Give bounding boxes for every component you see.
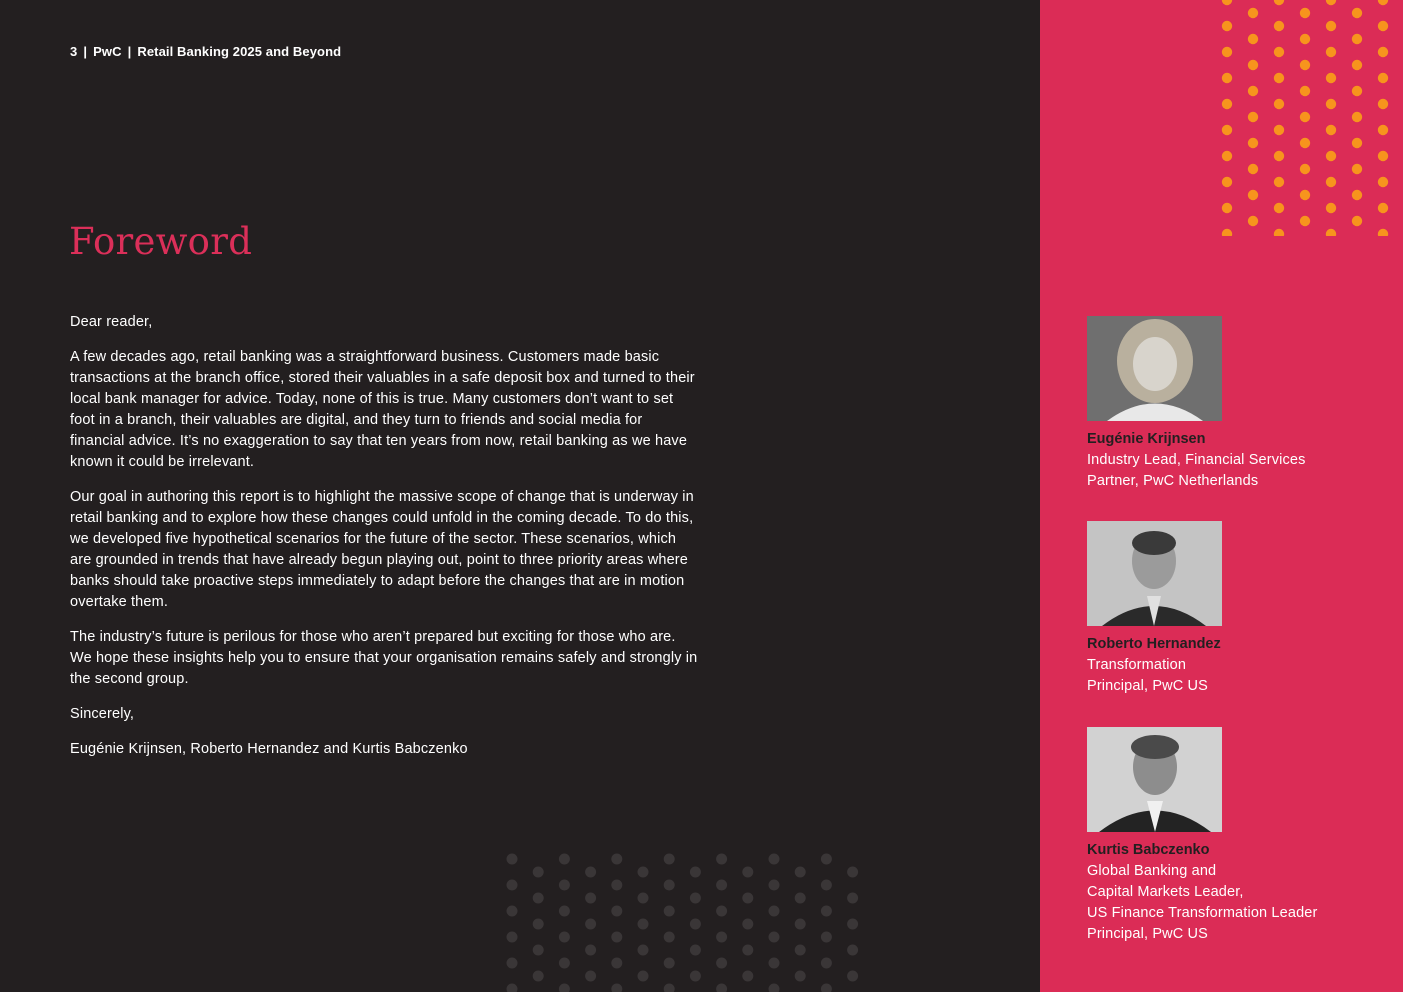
signatories: Eugénie Krijnsen, Roberto Hernandez and Kurtis Babczenko — [70, 741, 468, 757]
decorative-dot — [769, 932, 780, 943]
decorative-dot — [1326, 177, 1336, 187]
decorative-dot — [1326, 21, 1336, 31]
decorative-dot — [795, 945, 806, 956]
decorative-dot — [1352, 86, 1362, 96]
paragraph: Our goal in authoring this report is to highlight the massive scope of change that is underway in retail banking and to explore how these changes could unfold in the coming decade. To do this, we developed five hypothetical scenarios for the future of the sector. These scenarios, which are grounded in trends that have already begun playing out, point to three priority areas where banks should take proactive steps immediately to adapt before the changes that are in motion overtake them. — [70, 489, 694, 610]
decorative-dot — [1274, 151, 1284, 161]
decorative-dot — [690, 893, 701, 904]
person-role-line: Principal, PwC US — [1087, 926, 1208, 942]
decorative-dot — [1326, 125, 1336, 135]
header-brand: PwC — [93, 44, 122, 59]
decorative-dot — [1248, 164, 1258, 174]
decorative-dot — [821, 958, 832, 969]
decorative-dot — [664, 906, 675, 917]
decorative-dot — [664, 932, 675, 943]
decorative-dot — [1248, 112, 1258, 122]
decorative-dot — [533, 971, 544, 982]
person-role-line: Capital Markets Leader, — [1087, 884, 1244, 900]
decorative-dot-pattern-orange — [1218, 0, 1403, 236]
person-name: Kurtis Babczenko — [1087, 842, 1210, 858]
decorative-dot — [1378, 21, 1388, 31]
decorative-dot — [847, 945, 858, 956]
decorative-dot — [1274, 203, 1284, 213]
header-separator: | — [127, 44, 132, 59]
decorative-dot — [742, 867, 753, 878]
decorative-dot — [1300, 190, 1310, 200]
sidebar — [1040, 0, 1403, 992]
decorative-dot — [742, 919, 753, 930]
decorative-dot — [1248, 138, 1258, 148]
decorative-dot — [533, 945, 544, 956]
decorative-dot — [638, 971, 649, 982]
decorative-dot — [611, 984, 622, 992]
decorative-dot — [742, 971, 753, 982]
decorative-dot — [664, 854, 675, 865]
decorative-dot — [507, 958, 518, 969]
decorative-dot — [585, 893, 596, 904]
decorative-dot — [821, 984, 832, 992]
decorative-dot — [507, 906, 518, 917]
decorative-dot — [716, 854, 727, 865]
person-role-line: Transformation — [1087, 657, 1187, 673]
decorative-dot — [585, 945, 596, 956]
decorative-dot — [1352, 112, 1362, 122]
person-name: Roberto Hernandez — [1087, 636, 1221, 652]
decorative-dot — [559, 984, 570, 992]
decorative-dot — [1300, 216, 1310, 226]
decorative-dot — [559, 906, 570, 917]
decorative-dot — [585, 867, 596, 878]
decorative-dot — [769, 906, 780, 917]
decorative-dot — [507, 880, 518, 891]
running-header — [70, 44, 341, 59]
decorative-dot — [1274, 125, 1284, 135]
decorative-dot — [1222, 151, 1232, 161]
decorative-dot — [769, 880, 780, 891]
decorative-dot — [1222, 125, 1232, 135]
decorative-dot — [1352, 60, 1362, 70]
decorative-dot — [559, 958, 570, 969]
header-separator: | — [83, 44, 88, 59]
decorative-dot — [1378, 0, 1388, 5]
decorative-dot — [1300, 138, 1310, 148]
page-number: 3 — [70, 44, 78, 59]
decorative-dot — [1378, 125, 1388, 135]
decorative-dot — [795, 893, 806, 904]
decorative-dot — [1248, 86, 1258, 96]
decorative-dot — [585, 919, 596, 930]
person-role-line: US Finance Transformation Leader — [1087, 905, 1318, 921]
decorative-dot — [1222, 21, 1232, 31]
decorative-dot — [795, 919, 806, 930]
decorative-dot — [716, 984, 727, 992]
decorative-dot — [1300, 164, 1310, 174]
person-role-line: Partner, PwC Netherlands — [1087, 473, 1259, 489]
decorative-dot — [559, 880, 570, 891]
decorative-dot — [559, 854, 570, 865]
header-report-title: Retail Banking 2025 and Beyond — [137, 44, 342, 59]
decorative-dot — [1378, 73, 1388, 83]
decorative-dot — [1378, 99, 1388, 109]
decorative-dot — [638, 867, 649, 878]
decorative-dot — [1248, 60, 1258, 70]
decorative-dot — [533, 867, 544, 878]
decorative-dot — [664, 958, 675, 969]
decorative-dot — [1222, 0, 1232, 5]
decorative-dot — [1222, 47, 1232, 57]
closing: Sincerely, — [70, 706, 135, 722]
decorative-dot — [1222, 177, 1232, 187]
decorative-dot — [507, 984, 518, 992]
decorative-dot — [1274, 177, 1284, 187]
decorative-dot — [638, 945, 649, 956]
decorative-dot — [1378, 229, 1388, 236]
decorative-dot — [1378, 203, 1388, 213]
decorative-dot — [638, 893, 649, 904]
decorative-dot — [1222, 229, 1232, 236]
decorative-dot — [664, 880, 675, 891]
decorative-dot — [1352, 34, 1362, 44]
decorative-dot — [1300, 60, 1310, 70]
decorative-dot — [847, 893, 858, 904]
decorative-dot — [1300, 8, 1310, 18]
person-role-line: Industry Lead, Financial Services — [1087, 452, 1306, 468]
decorative-dot — [1352, 190, 1362, 200]
decorative-dot — [1248, 216, 1258, 226]
decorative-dot — [1378, 151, 1388, 161]
decorative-dot — [690, 919, 701, 930]
decorative-dot — [821, 932, 832, 943]
decorative-dot — [611, 880, 622, 891]
person-role-line: Principal, PwC US — [1087, 678, 1208, 694]
decorative-dot — [769, 984, 780, 992]
decorative-dot — [1352, 164, 1362, 174]
decorative-dot — [1248, 34, 1258, 44]
decorative-dot — [847, 919, 858, 930]
decorative-dot — [611, 906, 622, 917]
person-card — [1087, 316, 1387, 492]
decorative-dot — [769, 958, 780, 969]
decorative-dot — [1326, 229, 1336, 236]
foreword-body — [70, 312, 700, 774]
decorative-dot — [1274, 21, 1284, 31]
decorative-dot — [716, 880, 727, 891]
person-card — [1087, 521, 1387, 697]
decorative-dot — [1274, 99, 1284, 109]
decorative-dot — [821, 906, 832, 917]
decorative-dot — [533, 893, 544, 904]
decorative-dot — [664, 984, 675, 992]
decorative-dot — [1326, 47, 1336, 57]
decorative-dot — [1274, 47, 1284, 57]
decorative-dot — [611, 854, 622, 865]
decorative-dot — [1222, 73, 1232, 83]
decorative-dot — [1326, 99, 1336, 109]
decorative-dot — [690, 867, 701, 878]
decorative-dot — [795, 867, 806, 878]
decorative-dot — [1378, 177, 1388, 187]
decorative-dot — [1274, 229, 1284, 236]
decorative-dot — [533, 919, 544, 930]
decorative-dot — [847, 971, 858, 982]
decorative-dot — [1274, 73, 1284, 83]
decorative-dot — [1326, 0, 1336, 5]
decorative-dot — [690, 945, 701, 956]
decorative-dot — [1222, 99, 1232, 109]
decorative-dot — [690, 971, 701, 982]
person-role-line: Global Banking and — [1087, 863, 1217, 879]
decorative-dot — [742, 893, 753, 904]
decorative-dot — [821, 880, 832, 891]
decorative-dot — [1274, 0, 1284, 5]
decorative-dot — [638, 919, 649, 930]
decorative-dot — [1300, 112, 1310, 122]
decorative-dot — [585, 971, 596, 982]
decorative-dot — [716, 906, 727, 917]
paragraph: A few decades ago, retail banking was a straightforward business. Customers made basic transactions at the branch office, stored their valuables in a safe deposit box and turned to their local bank manager for advice. Today, none of this is true. Many customers don’t want to set foot in a branch, their valuables are digital, and they turn to friends and social media for financial advice. It’s no exaggeration to say that ten years from now, retail banking as we have known it could be irrelevant. — [70, 349, 695, 470]
decorative-dot — [1248, 190, 1258, 200]
decorative-dot — [821, 854, 832, 865]
decorative-dot — [1326, 73, 1336, 83]
decorative-dot — [611, 958, 622, 969]
decorative-dot — [1352, 216, 1362, 226]
decorative-dot — [795, 971, 806, 982]
portrait-photo — [1087, 727, 1222, 832]
decorative-dot — [847, 867, 858, 878]
page-title: Foreword — [69, 220, 253, 263]
decorative-dot — [507, 932, 518, 943]
decorative-dot — [742, 945, 753, 956]
decorative-dot-pattern-dark — [500, 848, 870, 992]
decorative-dot — [1352, 8, 1362, 18]
decorative-dot — [1352, 138, 1362, 148]
decorative-dot — [716, 958, 727, 969]
decorative-dot — [1222, 203, 1232, 213]
decorative-dot — [1300, 86, 1310, 96]
decorative-dot — [1326, 203, 1336, 213]
salutation: Dear reader, — [70, 314, 153, 330]
decorative-dot — [559, 932, 570, 943]
decorative-dot — [1378, 47, 1388, 57]
person-card — [1087, 727, 1387, 945]
decorative-dot — [507, 854, 518, 865]
portrait-photo — [1087, 521, 1222, 626]
portrait-photo — [1087, 316, 1222, 421]
decorative-dot — [1300, 34, 1310, 44]
decorative-dot — [1326, 151, 1336, 161]
person-name: Eugénie Krijnsen — [1087, 431, 1206, 447]
decorative-dot — [611, 932, 622, 943]
paragraph: The industry’s future is perilous for those who aren’t prepared but exciting for those who are. We hope these insights help you to ensure that your organisation remains safely and strongly in the second group. — [70, 629, 698, 687]
decorative-dot — [1248, 8, 1258, 18]
decorative-dot — [769, 854, 780, 865]
decorative-dot — [716, 932, 727, 943]
